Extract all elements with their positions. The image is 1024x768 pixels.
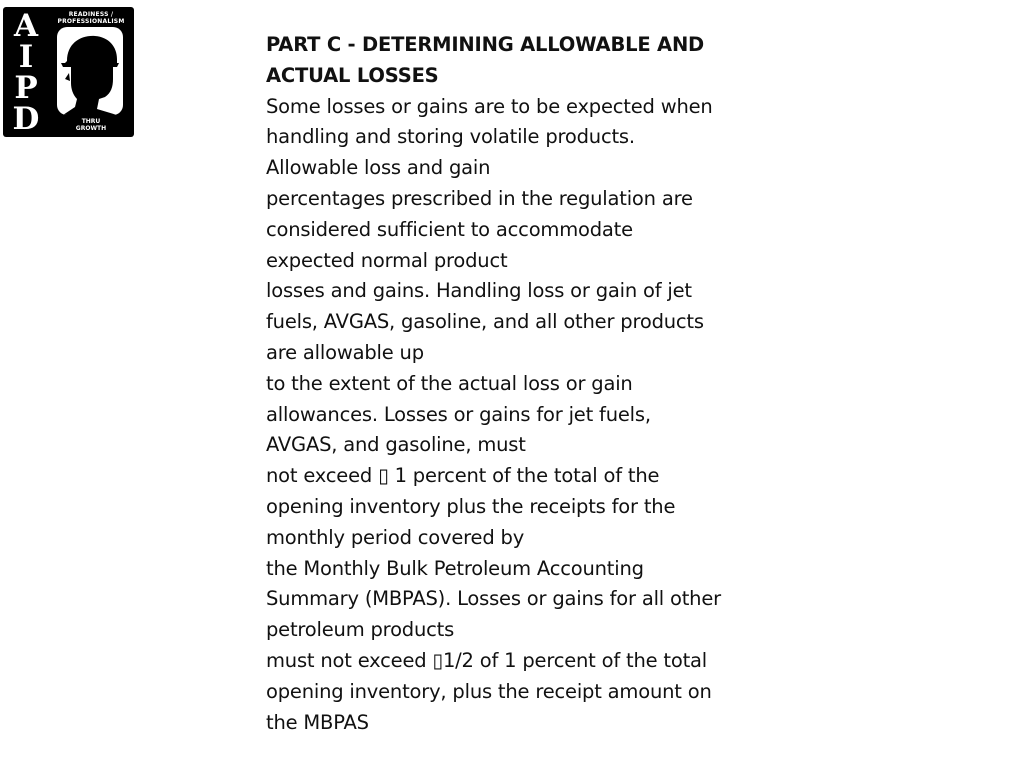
- soldier-silhouette-icon: [57, 27, 123, 115]
- section-heading: [266, 30, 766, 92]
- logo-letter: D: [12, 101, 40, 137]
- body-paragraph: [266, 92, 766, 739]
- body-line: Allowable loss and gain: [266, 156, 491, 180]
- logo-letter: P: [14, 70, 38, 106]
- body-line: not exceed ▯ 1 percent of the total of the: [266, 464, 660, 488]
- body-line: AVGAS, and gasoline, must: [266, 433, 526, 457]
- heading-line: ACTUAL LOSSES: [266, 63, 439, 87]
- body-line: losses and gains. Handling loss or gain of jet: [266, 279, 692, 303]
- body-line: must not exceed ▯1/2 of 1 percent of the total: [266, 648, 708, 672]
- heading-line: PART C - DETERMINING ALLOWABLE AND: [266, 33, 705, 56]
- aipd-logo: [3, 7, 134, 137]
- logo-bottom-text: [51, 118, 131, 132]
- logo-letters: [5, 8, 47, 137]
- body-line: opening inventory plus the receipts for the: [266, 494, 676, 518]
- body-line: considered sufficient to accommodate: [266, 217, 633, 241]
- body-line: petroleum products: [266, 618, 455, 642]
- body-line: percentages prescribed in the regulation are: [266, 186, 693, 210]
- body-line: allowances. Losses or gains for jet fuels,: [266, 402, 651, 426]
- body-line: opening inventory, plus the receipt amount on: [266, 679, 712, 703]
- body-line: Some losses or gains are to be expected when: [266, 94, 713, 118]
- body-line: expected normal product: [266, 248, 508, 272]
- logo-top-line: READINESS /: [68, 11, 114, 18]
- document-text: [266, 30, 766, 738]
- body-line: handling and storing volatile products.: [266, 125, 635, 149]
- logo-bottom-line: THRU: [81, 118, 101, 125]
- logo-letter: A: [13, 8, 39, 44]
- logo-letter: I: [18, 39, 34, 75]
- body-line: monthly period covered by: [266, 525, 525, 549]
- body-line: the Monthly Bulk Petroleum Accounting: [266, 556, 644, 580]
- logo-top-line: PROFESSIONALISM: [57, 18, 125, 25]
- body-line: fuels, AVGAS, gasoline, and all other products: [266, 310, 704, 334]
- body-line: to the extent of the actual loss or gain: [266, 371, 633, 395]
- body-line: are allowable up: [266, 340, 424, 364]
- logo-emblem: [51, 10, 131, 134]
- logo-bottom-line: GROWTH: [75, 125, 107, 132]
- body-line: Summary (MBPAS). Losses or gains for all other: [266, 587, 721, 611]
- body-line: the MBPAS: [266, 710, 369, 734]
- logo-top-text: [51, 11, 131, 25]
